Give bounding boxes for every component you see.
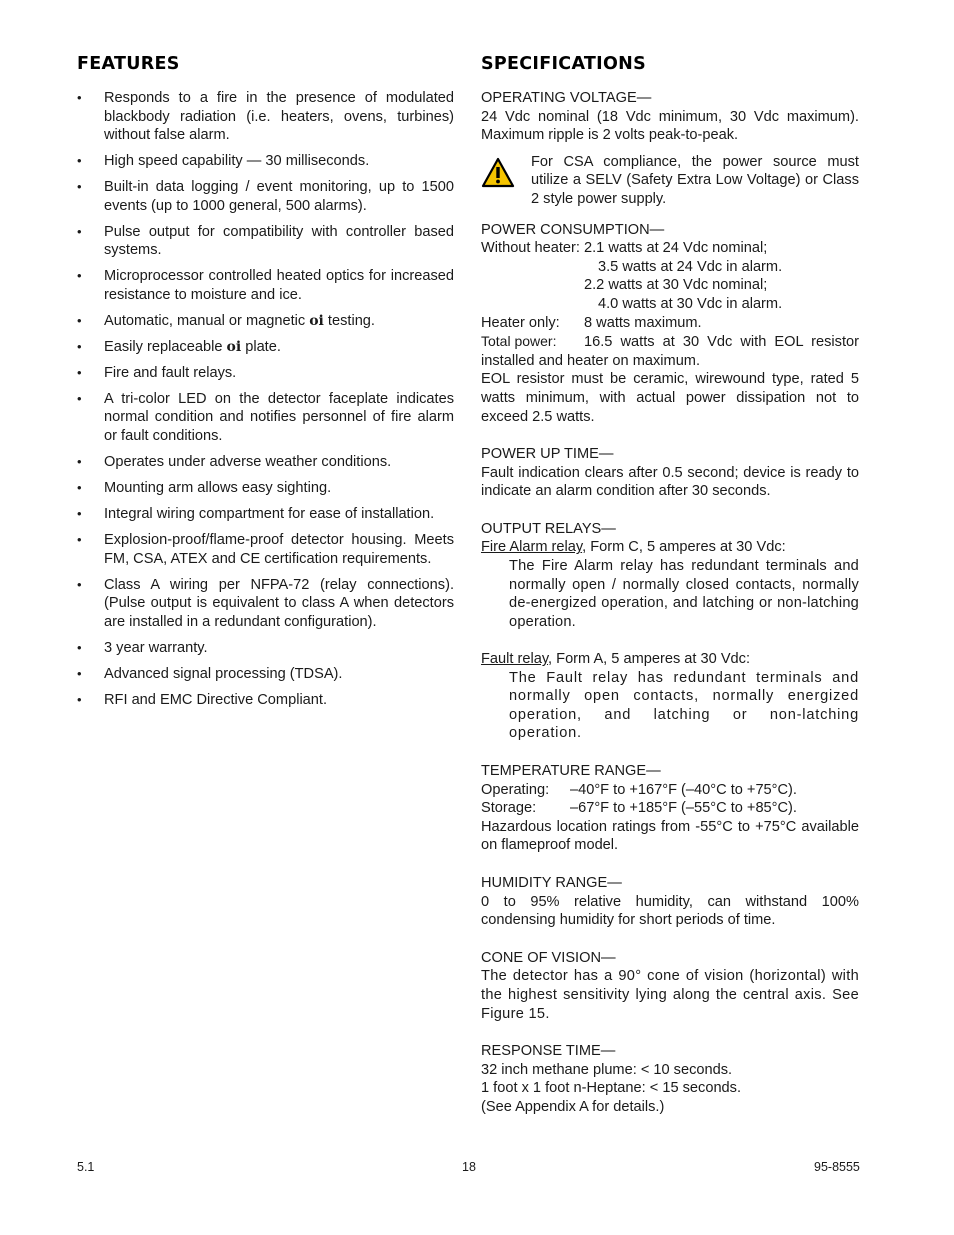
fire-relay-form: , Form C, 5 amperes at 30 Vdc: — [582, 539, 786, 556]
without-heater-row — [481, 239, 859, 258]
document-number: 95-8555 — [814, 1160, 860, 1174]
specifications-column — [481, 53, 859, 1136]
item-text: testing. — [323, 312, 375, 329]
fire-relay-line — [481, 538, 859, 557]
fire-relay-label: Fire Alarm relay — [481, 539, 583, 556]
warning-triangle-icon — [481, 153, 531, 209]
spec-text: 32 inch methane plume: < 10 seconds. — [481, 1061, 733, 1078]
spec-operating-voltage — [481, 89, 859, 209]
spec-value: –40°F to +167°F (–40°C to +75°C). — [570, 781, 797, 798]
features-list — [77, 89, 454, 709]
spec-response-time — [481, 1042, 859, 1116]
list-item: • RFI and EMC Directive Compliant. — [77, 691, 454, 710]
spec-heading: POWER UP TIME— — [481, 446, 614, 463]
spec-humidity — [481, 874, 859, 930]
spec-text: Fault indication clears after 0.5 second; device is ready to indicate an alarm condition after 30 seconds. — [481, 464, 859, 500]
list-item: • Mounting arm allows easy sighting. — [77, 479, 454, 498]
list-item: • Pulse output for compatibility with controller based systems. — [77, 223, 454, 260]
csa-note-text: For CSA compliance, the power source must utilize a SELV (Safety Extra Low Voltage) or Class 2 style power supply. — [531, 153, 859, 207]
spec-value: 16.5 watts at 30 Vdc with EOL resistor installed and heater on maximum. — [481, 334, 859, 369]
spec-text: The detector has a 90° cone of vision (horizontal) with the highest sensitivity lying along the central axis. See Figure 15. — [481, 968, 859, 1022]
oi-logo: oi — [226, 338, 242, 355]
list-item: • Fire and fault relays. — [77, 364, 454, 383]
list-item: • Explosion-proof/flame-proof detector housing. Meets FM, CSA, ATEX and CE certification requirements. — [77, 531, 454, 568]
features-column — [77, 53, 454, 717]
spec-text: (See Appendix A for details.) — [481, 1098, 665, 1115]
spec-text: 1 foot x 1 foot n-Heptane: < 15 seconds. — [481, 1080, 742, 1097]
spec-value: 2.1 watts at 24 Vdc nominal; — [584, 240, 768, 257]
item-text: Automatic, manual or magnetic — [104, 312, 310, 329]
spec-cone-of-vision — [481, 949, 859, 1023]
spec-temperature — [481, 762, 859, 855]
spec-output-relays — [481, 520, 859, 743]
fault-relay-form: , Form A, 5 amperes at 30 Vdc: — [548, 651, 751, 668]
spec-label: Total power: — [481, 333, 557, 350]
csa-note — [481, 153, 859, 209]
spec-heading: TEMPERATURE RANGE— — [481, 763, 661, 779]
list-item: • 3 year warranty. — [77, 639, 454, 658]
list-item: • Microprocessor controlled heated optics for increased resistance to moisture and ice. — [77, 267, 454, 304]
oi-logo: oi — [309, 312, 324, 329]
spec-text: 0 to 95% relative humidity, can withstand 100% condensing humidity for short periods of time. — [481, 893, 859, 929]
spec-value: 8 watts maximum. — [584, 314, 702, 331]
spec-label: Operating: — [481, 781, 550, 798]
spec-label: Storage: — [481, 800, 537, 817]
list-item: • Class A wiring per NFPA-72 (relay connections). (Pulse output is equivalent to class A when detectors are installed in a redundant configuration). — [77, 576, 454, 632]
spec-heading: CONE OF VISION— — [481, 949, 616, 966]
spec-power-consumption — [481, 221, 859, 427]
list-item — [77, 338, 454, 357]
item-text: plate. — [241, 338, 281, 355]
spec-label: Heater only: — [481, 314, 560, 331]
spec-value: 3.5 watts at 24 Vdc in alarm. — [598, 258, 783, 275]
features-heading: FEATURES — [77, 54, 180, 74]
list-item: • Integral wiring compartment for ease of installation. — [77, 505, 454, 524]
item-text: Easily replaceable — [104, 338, 227, 355]
list-item: • A tri-color LED on the detector faceplate indicates normal condition and notifies personnel of fire alarm or fault conditions. — [77, 390, 454, 446]
heater-only-row — [481, 314, 859, 333]
spec-heading: OPERATING VOLTAGE— — [481, 90, 652, 106]
spec-heading: OUTPUT RELAYS— — [481, 520, 616, 537]
list-item: • Built-in data logging / event monitoring, up to 1500 events (up to 1000 general, 500 alarms). — [77, 178, 454, 215]
eol-text: EOL resistor must be ceramic, wirewound type, rated 5 watts minimum, with actual power dissipation not to exceed 2.5 watts. — [481, 371, 859, 425]
fault-relay-label: Fault relay — [481, 651, 549, 668]
page-number: 18 — [462, 1160, 476, 1174]
spec-heading: RESPONSE TIME— — [481, 1043, 616, 1060]
fire-relay-text: The Fire Alarm relay has redundant terminals and normally open / normally closed contacts, normally de-energized operation, and latching or non-latching operation. — [509, 558, 859, 630]
fault-relay-text: The Fault relay has redundant terminals and normally open contacts, normally energized operation, and latching or non-latching operation. — [509, 669, 859, 742]
spec-value: 4.0 watts at 30 Vdc in alarm. — [598, 295, 783, 312]
spec-heading: HUMIDITY RANGE— — [481, 874, 622, 891]
total-power-row — [481, 332, 859, 370]
specifications-heading: SPECIFICATIONS — [481, 54, 647, 74]
operating-row — [481, 781, 859, 800]
list-item: • Operates under adverse weather conditions. — [77, 453, 454, 472]
footer-version: 5.1 — [77, 1160, 95, 1174]
list-item: • Responds to a fire in the presence of modulated blackbody radiation (i.e. heaters, ovens, turbines) without false alarm. — [77, 89, 454, 145]
spec-text: Hazardous location ratings from -55°C to +75°C available on flameproof model. — [481, 818, 859, 854]
spec-heading: POWER CONSUMPTION— — [481, 221, 665, 238]
spec-label: Without heater: — [481, 240, 580, 257]
spec-text: 24 Vdc nominal (18 Vdc minimum, 30 Vdc maximum). Maximum ripple is 2 volts peak-to-peak. — [481, 108, 859, 144]
list-item: • High speed capability — 30 milliseconds. — [77, 152, 454, 171]
storage-row — [481, 799, 859, 818]
list-item — [77, 312, 454, 331]
list-item: • Advanced signal processing (TDSA). — [77, 665, 454, 684]
spec-value: 2.2 watts at 30 Vdc nominal; — [584, 277, 768, 294]
fault-relay-line — [481, 650, 859, 669]
spec-power-up — [481, 445, 859, 501]
spec-value: –67°F to +185°F (–55°C to +85°C). — [570, 800, 797, 817]
